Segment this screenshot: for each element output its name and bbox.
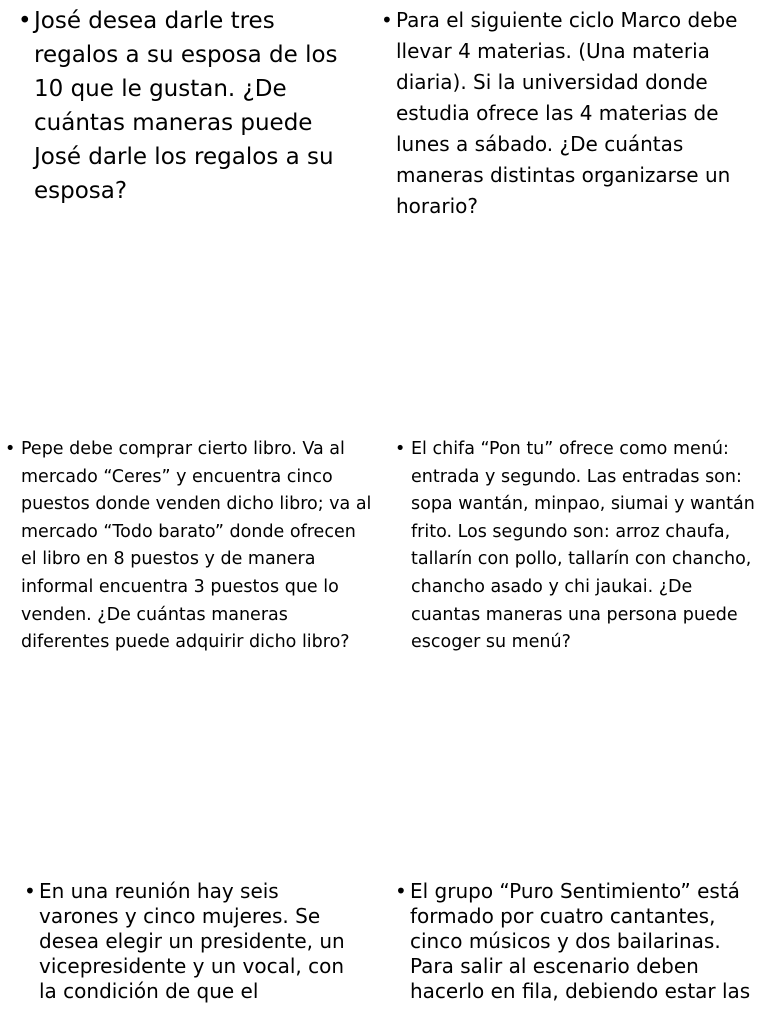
bullet-point: • xyxy=(5,439,16,459)
bullet-point: • xyxy=(395,439,406,459)
problem-text: José desea darle tres regalos a su esposa de los 10 que le gustan. ¿De cuántas maneras puede José darle los regalos a su esposa? xyxy=(34,8,338,204)
problem-text: El grupo “Puro Sentimiento” está formado por cuatro cantantes, cinco músicos y dos bailarinas. Para salir al escenario deben hacerlo en fila, debiendo estar las xyxy=(410,879,751,1003)
bullet-point: • xyxy=(18,8,32,34)
problem-meeting-election xyxy=(24,879,354,1004)
bullet-point: • xyxy=(381,8,393,32)
problem-puro-sentimiento xyxy=(395,879,767,1004)
problem-text: Para el siguiente ciclo Marco debe llevar 4 materias. (Una materia diaria). Si la universidad donde estudia ofrece las 4 materias de lunes a sábado. ¿De cuántas maneras distintas organizarse un horario? xyxy=(396,8,738,218)
problem-pepe-book xyxy=(5,436,373,657)
problem-jose-gifts xyxy=(18,4,338,208)
problem-marco-schedule xyxy=(381,5,766,222)
bullet-point: • xyxy=(395,879,407,903)
problem-text: Pepe debe comprar cierto libro. Va al mercado “Ceres” y encuentra cinco puestos donde venden dicho libro; va al mercado “Todo barato” donde ofrecen el libro en 8 puestos y de manera informal encuentra 3 puestos que lo venden. ¿De cuántas maneras diferentes puede adquirir dicho libro? xyxy=(21,439,372,653)
problem-chifa-menu xyxy=(395,436,765,657)
problem-text: El chifa “Pon tu” ofrece como menú: entrada y segundo. Las entradas son: sopa wantán, minpao, siumai y wantán frito. Los segundo son: arroz chaufa, tallarín con pollo, tallarín con chancho, chancho asado y chi jaukai. ¿De cuantas maneras una persona puede escoger su menú? xyxy=(411,439,755,653)
problem-text: En una reunión hay seis varones y cinco mujeres. Se desea elegir un presidente, un vicepresidente y un vocal, con la condición de que el xyxy=(39,879,345,1003)
bullet-point: • xyxy=(24,879,36,903)
